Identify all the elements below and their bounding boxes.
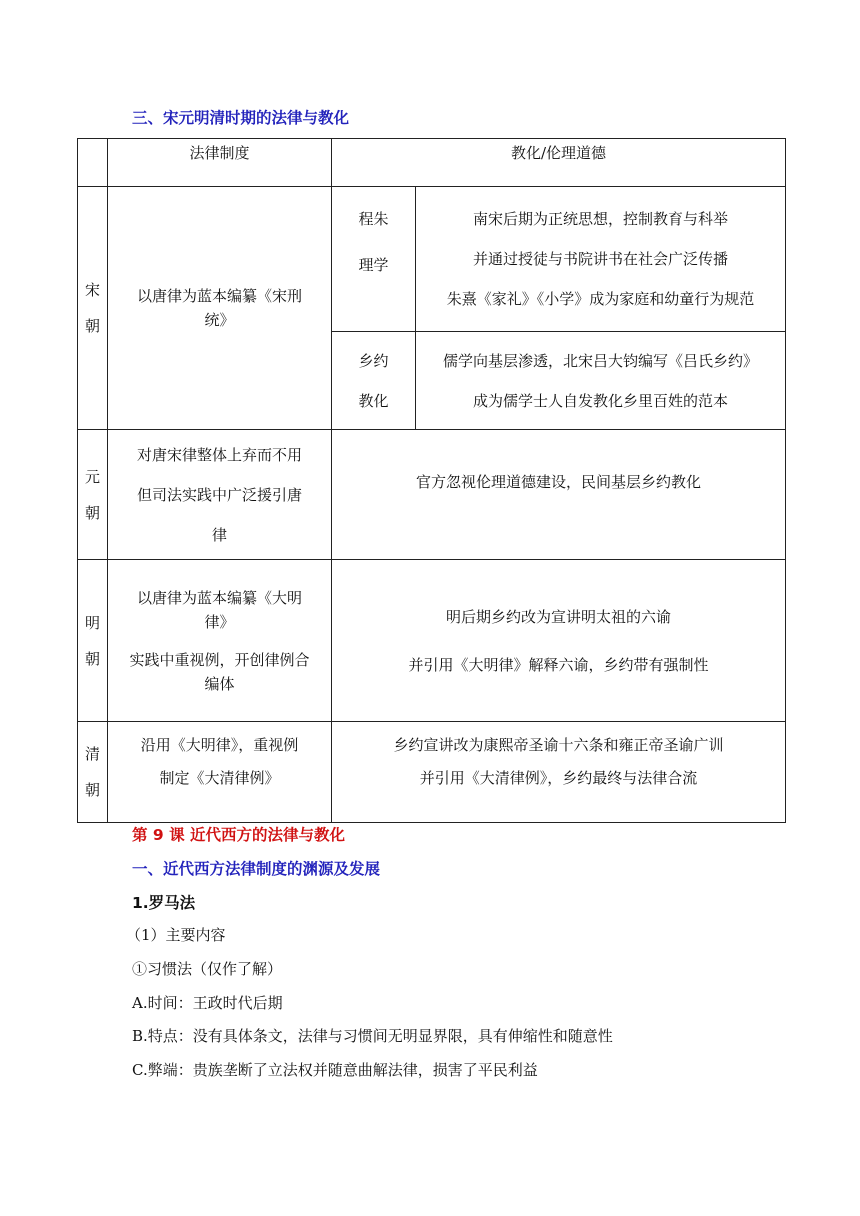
point-b: B.特点：没有具体条文，法律与习惯间无明显界限，具有伸缩性和随意性 <box>132 1027 613 1045</box>
dynasty-ming: 明 朝 <box>78 560 108 722</box>
song-xiangyue-content: 儒学向基层渗透，北宋吕大钧编写《吕氏乡约》 成为儒学士人自发教化乡里百姓的范本 <box>416 332 786 430</box>
qing-education: 乡约宣讲改为康熙帝圣谕十六条和雍正帝圣谕广训 并引用《大清律例》，乡约最终与法律合流 <box>332 722 786 823</box>
section-1-heading: 一、近代西方法律制度的渊源及发展 <box>132 860 381 878</box>
song-xiangyue-label: 乡约 教化 <box>332 332 416 430</box>
main-content-heading: （1）主要内容 <box>126 926 226 944</box>
song-law: 以唐律为蓝本编纂《宋刑 统》 <box>108 187 332 430</box>
customary-law: ①习惯法（仅作了解） <box>132 960 283 978</box>
roman-law-heading: 1.罗马法 <box>132 894 196 912</box>
dynasty-song: 宋 朝 <box>78 187 108 430</box>
header-education: 教化/伦理道德 <box>332 139 786 187</box>
header-law: 法律制度 <box>108 139 332 187</box>
yuan-education: 官方忽视伦理道德建设，民间基层乡约教化 <box>332 430 786 560</box>
yuan-law: 对唐宋律整体上弃而不用 但司法实践中广泛援引唐 律 <box>108 430 332 560</box>
section-heading: 三、宋元明清时期的法律与教化 <box>132 109 350 127</box>
dynasty-qing: 清 朝 <box>78 722 108 823</box>
header-empty-cell <box>78 139 108 187</box>
song-neo-label: 程朱 理学 <box>332 187 416 332</box>
law-education-table <box>77 138 786 823</box>
qing-law: 沿用《大明律》，重视例 制定《大清律例》 <box>108 722 332 823</box>
table-header-row <box>78 139 786 187</box>
ming-education: 明后期乡约改为宣讲明太祖的六谕 并引用《大明律》解释六谕，乡约带有强制性 <box>332 560 786 722</box>
lesson-title: 第 9 课 近代西方的法律与教化 <box>132 826 345 844</box>
point-c: C.弊端：贵族垄断了立法权并随意曲解法律，损害了平民利益 <box>132 1061 538 1079</box>
table-row-qing <box>78 722 786 823</box>
song-neo-content: 南宋后期为正统思想，控制教育与科举 并通过授徒与书院讲书在社会广泛传播 朱熹《家礼》《小学》成为家庭和幼童行为规范 <box>416 187 786 332</box>
table-row-song <box>78 187 786 332</box>
dynasty-yuan: 元 朝 <box>78 430 108 560</box>
ming-law: 以唐律为蓝本编纂《大明 律》 实践中重视例，开创律例合 编体 <box>108 560 332 722</box>
table-row-ming <box>78 560 786 722</box>
table-row-yuan <box>78 430 786 560</box>
point-a: A.时间：王政时代后期 <box>132 994 283 1012</box>
